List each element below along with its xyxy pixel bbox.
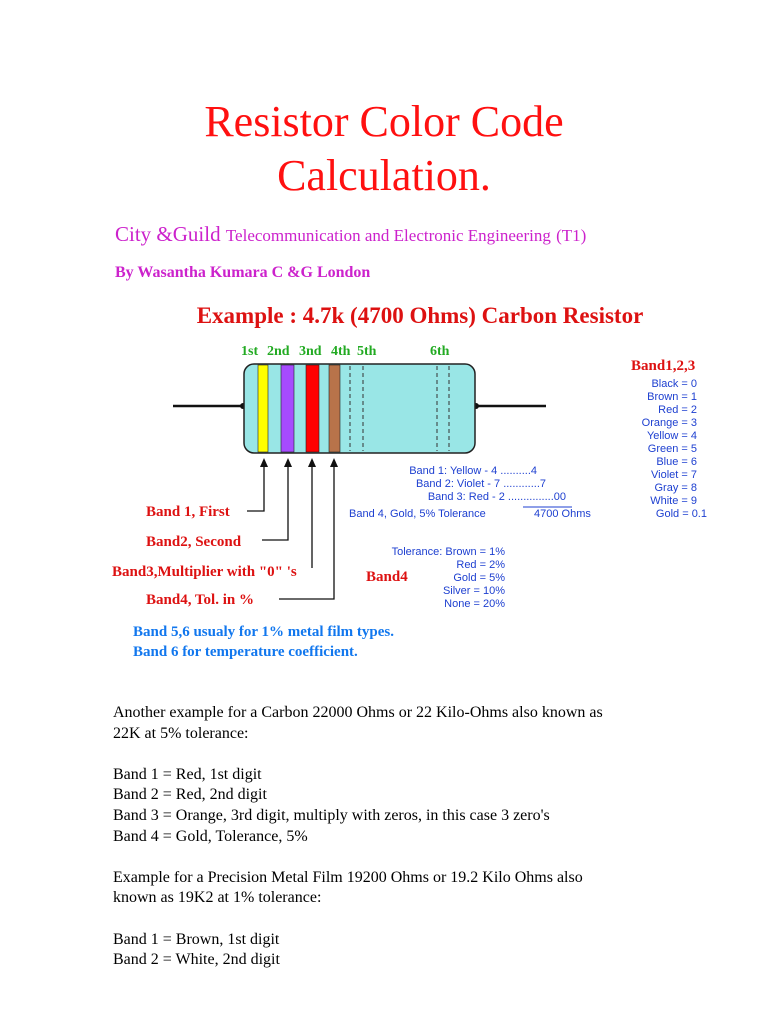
color-code-item: Brown = 1 <box>647 391 697 403</box>
tolerance-item: Red = 2% <box>456 559 505 571</box>
color-code-item: Red = 2 <box>658 404 697 416</box>
pos-label-6th: 6th <box>430 344 450 359</box>
tolerance-item: Gold = 5% <box>453 572 505 584</box>
band-red <box>306 365 319 452</box>
color-code-item: Blue = 6 <box>656 456 697 468</box>
pos-label-2nd: 2nd <box>267 344 290 359</box>
callout-band4: Band4, Tol. in % <box>146 592 254 608</box>
course-name: Telecommunication and Electronic Engineering <box>225 226 551 245</box>
metal-film-note: Band 5,6 usualy for 1% metal film types. <box>133 624 394 640</box>
course-line <box>115 222 586 247</box>
list-item: Band 1 = Brown, 1st digit <box>113 930 280 948</box>
example-title: Example : 4.7k (4700 Ohms) Carbon Resistor <box>196 303 644 328</box>
tolerance-item: Silver = 10% <box>442 585 505 597</box>
tolerance-item: Tolerance: Brown = 1% <box>391 546 505 558</box>
pos-label-3nd: 3nd <box>299 344 322 359</box>
pos-label-4th: 4th <box>331 344 351 359</box>
paragraph-line: Example for a Precision Metal Film 19200 Ohms or 19.2 Kilo Ohms also <box>113 868 583 886</box>
callout-line-band1 <box>247 464 264 511</box>
band-violet <box>281 365 294 452</box>
calc-band2: Band 2: Violet - 7 ............7 <box>415 478 546 490</box>
list-item: Band 2 = White, 2nd digit <box>113 951 280 969</box>
course-org: City &Guild <box>115 222 221 246</box>
page-title-line-2: Calculation. <box>277 151 491 200</box>
calc-result: 4700 Ohms <box>534 508 591 520</box>
color-code-title: Band1,2,3 <box>631 358 696 374</box>
list-item: Band 4 = Gold, Tolerance, 5% <box>113 827 308 845</box>
resistor-body <box>244 364 475 453</box>
color-code-item: Black = 0 <box>651 378 697 390</box>
metal-film-note: Band 6 for temperature coefficient. <box>133 644 358 660</box>
callout-band3: Band3,Multiplier with "0" 's <box>112 564 297 580</box>
calc-band1: Band 1: Yellow - 4 ..........4 <box>409 465 537 477</box>
list-item: Band 3 = Orange, 3rd digit, multiply with zeros, in this case 3 zero's <box>113 806 550 824</box>
color-code-item: Gray = 8 <box>654 482 697 494</box>
callout-band1: Band 1, First <box>146 504 230 520</box>
course-code: (T1) <box>556 226 587 245</box>
callout-line-band2 <box>262 464 288 540</box>
band-yellow <box>258 365 268 452</box>
body-text <box>113 703 673 971</box>
author-line: By Wasantha Kumara C &G London <box>115 264 371 281</box>
pos-label-1st: 1st <box>241 344 259 359</box>
calc-band4: Band 4, Gold, 5% Tolerance <box>349 508 486 520</box>
tolerance-label: Band4 <box>366 569 408 585</box>
arrow-band1 <box>260 458 268 467</box>
resistor-diagram <box>0 330 768 700</box>
list-item: Band 2 = Red, 2nd digit <box>113 786 267 804</box>
paragraph-line: 22K at 5% tolerance: <box>113 724 249 742</box>
tolerance-item: None = 20% <box>444 598 505 610</box>
list-item: Band 1 = Red, 1st digit <box>113 765 262 783</box>
callout-band2: Band2, Second <box>146 534 242 550</box>
arrow-band3 <box>308 458 316 467</box>
paragraph-line: known as 19K2 at 1% tolerance: <box>113 889 322 907</box>
color-code-item: White = 9 <box>650 495 697 507</box>
color-code-item: Yellow = 4 <box>646 430 697 442</box>
arrow-band4 <box>330 458 338 467</box>
color-code-item: Violet = 7 <box>651 469 697 481</box>
color-code-item: Green = 5 <box>647 443 697 455</box>
color-code-item: Gold = 0.1 <box>655 508 707 520</box>
calc-band3: Band 3: Red - 2 ...............00 <box>427 491 566 503</box>
pos-label-5th: 5th <box>357 344 377 359</box>
band-gold <box>329 365 340 452</box>
color-code-item: Orange = 3 <box>641 417 697 429</box>
page-title-line-1: Resistor Color Code <box>204 97 564 146</box>
arrow-band2 <box>284 458 292 467</box>
paragraph-line: Another example for a Carbon 22000 Ohms or 22 Kilo-Ohms also known as <box>113 704 603 721</box>
